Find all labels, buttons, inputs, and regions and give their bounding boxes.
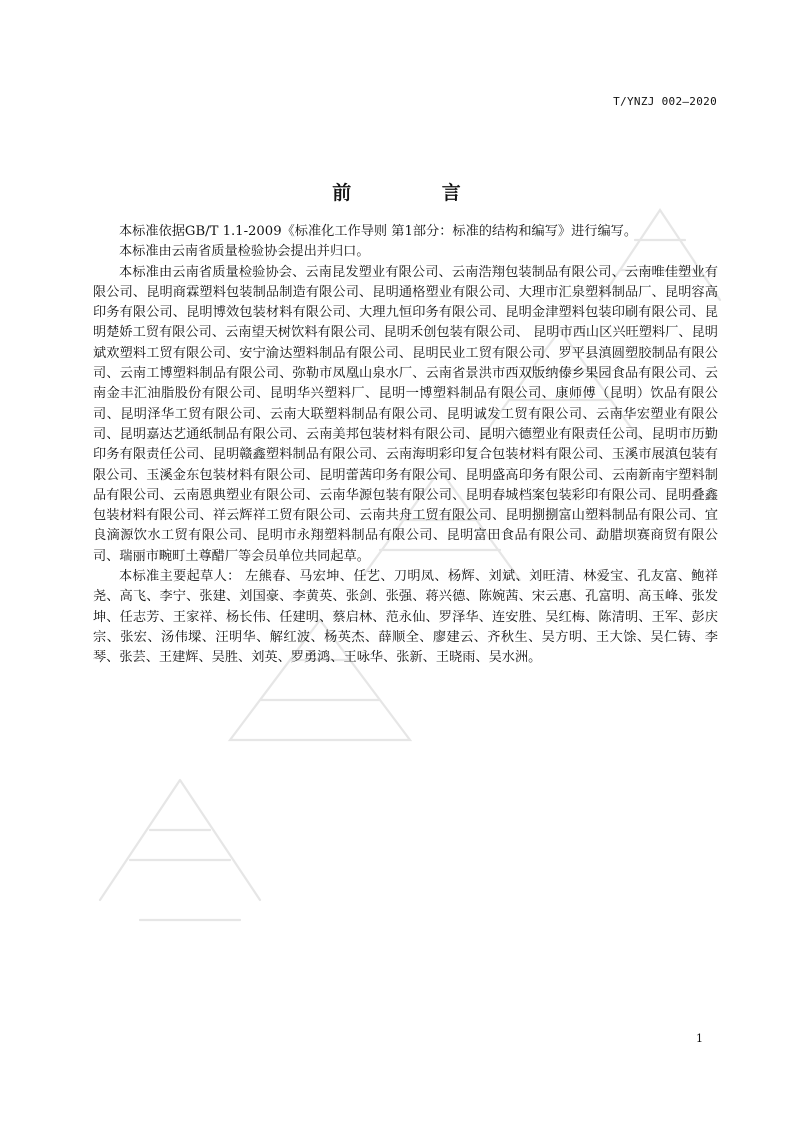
page-title: 前 言 [332,182,503,204]
paragraph-basis: 本标准依据GB/T 1.1-2009《标准化工作导则 第1部分：标准的结构和编写》进行编写。 [119,224,638,239]
paragraph-proposer: 本标准由云南省质量检验协会提出并归口。 [119,244,370,260]
paragraph-drafters: 本标准主要起草人： 左熊春、马宏坤、任艺、刀明凤、杨辉、刘斌、刘旺清、林爱宝、孔友富、鲍祥尧、高飞、李宁、张建、刘国豪、李黄英、张剑、张强、蒋兴德、陈婉茜、宋云惠、孔富明、高玉峰、张发坤、任志芳、王家祥、杨长伟、任建明、蔡启林、范永仙、罗泽华、连安胜、吴红梅、陈清明、王军、彭庆宗、张宏、汤伟墚、汪明华、解红波、杨英杰、薛顺全、廖建云、齐秋生、吴方明、王大馀、吴仁铸、李琴、张芸、王建辉、吴胜、刘英、罗勇鸿、王咏华、张新、王晓雨、吴水洲。 [93,569,718,666]
paragraph-drafting-units: 本标准由云南省质量检验协会、云南昆发塑业有限公司、云南浩翔包装制品有限公司、云南唯佳塑业有限公司、昆明商霖塑料包装制品制造有限公司、昆明通格塑业有限公司、大理市汇泉塑料制品厂、昆明容高印务有限公司、昆明博效包装材料有限公司、大理九恒印务有限公司、昆明金津塑料包装印刷有限公司、昆明楚娇工贸有限公司、云南望天树饮料有限公司、昆明禾创包装有限公司、 昆明市西山区兴旺塑料厂、昆明斌欢塑料工贸有限公司、安宁渝达塑料制品有限公司、昆明民业工贸有限公司、罗平县滇圆塑胶制品有限公司、云南工博塑料制品有限公司、弥勒市凤凰山泉水厂、云南省景洪市西双版纳傣乡果园食品有限公司、云南金丰汇油脂股份有限公司、昆明华兴塑料厂、昆明一博塑料制品有限公司、康师傅（昆明）饮品有限公司、昆明泽华工贸有限公司、云南大联塑料制品有限公司、昆明诚发工贸有限公司、云南华宏塑业有限公司、昆明嘉达艺通纸制品有限公司、云南美邦包装材料有限公司、昆明六德塑业有限责任公司、昆明市历勤印务有限责任公司、昆明赣鑫塑料制品有限公司、云南海明彩印复合包装材料有限公司、玉溪市展滇包装有限公司、玉溪金东包装材料有限公司、昆明蕾茜印务有限公司、昆明盛高印务有限公司、云南新南宇塑料制品有限公司、云南恩典塑业有限公司、云南华源包装有限公司、昆明春城档案包装彩印有限公司、昆明叠鑫包装材料有限公司、祥云辉祥工贸有限公司、云南共舟工贸有限公司、昆明捌捌富山塑料制品有限公司、宜良滴源饮水工贸有限公司、昆明市永翔塑料制品有限公司、昆明富田食品有限公司、勐腊坝赛商贸有限公司、瑞丽市畹町土尊醋厂等会员单位共同起草。 [93,264,718,564]
page-number: 1 [696,1032,703,1045]
standard-code: T/YNZJ 002—2020 [613,95,717,108]
foreword-body [93,222,718,669]
